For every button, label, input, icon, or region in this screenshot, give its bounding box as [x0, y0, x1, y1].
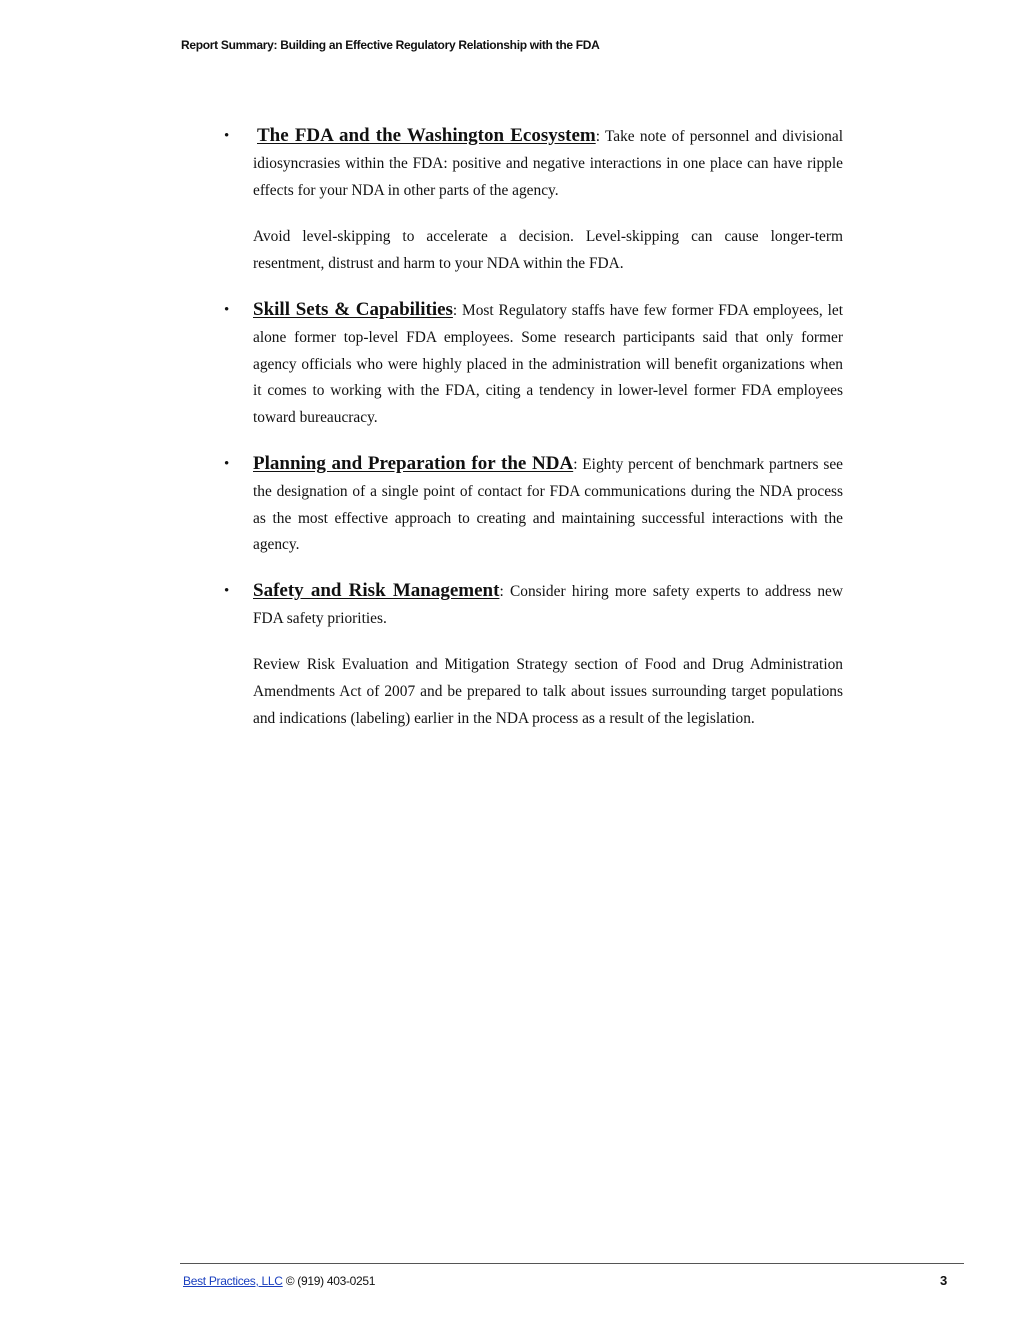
item-title: Skill Sets & Capabilities [253, 299, 453, 320]
paragraph-level-skipping: Avoid level-skipping to accelerate a decision. Level-skipping can cause longer-term resentment, distrust and harm to your NDA within the FDA. [253, 228, 843, 272]
running-header: Report Summary: Building an Effective Regulatory Relationship with the FDA [181, 38, 600, 52]
paragraph-rems-review: Review Risk Evaluation and Mitigation Strategy section of Food and Drug Administration Amendments Act of 2007 and be prepared to talk about issues surrounding target populations and indications (labeling) earlier in the NDA process as a result of the legislation. [253, 656, 843, 727]
item-text: : Eighty percent of benchmark partners see the designation of a single point of contact for FDA communications during the NDA process as the most effective approach to creating and maintaining successful interactions with the agency. [253, 456, 843, 554]
bullet-icon: • [224, 583, 230, 599]
company-link[interactable]: Best Practices, LLC [183, 1274, 283, 1288]
bullet-icon: • [224, 128, 230, 144]
footer [183, 1274, 375, 1288]
contact-phone: © (919) 403-0251 [282, 1274, 376, 1288]
item-text: : Most Regulatory staffs have few former FDA employees, let alone former top-level FDA employees. Some research participants said that only former agency officials who were highly placed in the administration will benefit organizations when it comes to working with the FDA, citing a tendency in lower-level former FDA employees toward bureaucracy. [253, 302, 843, 427]
item-title: Safety and Risk Management [253, 580, 500, 601]
bullet-icon: • [224, 302, 230, 318]
item-title: Planning and Preparation for the NDA [253, 453, 574, 474]
bullet-icon: • [224, 456, 230, 472]
footer-divider [180, 1263, 964, 1264]
bullet-item-fda-washington-ecosystem [224, 123, 843, 204]
page-number: 3 [940, 1273, 948, 1288]
bullet-item-safety-risk [224, 578, 843, 633]
item-text: : Consider hiring more safety experts to address new FDA safety priorities. [253, 583, 843, 627]
bullet-item-planning-preparation [224, 451, 843, 559]
item-title: The FDA and the Washington Ecosystem [257, 125, 596, 146]
item-text: : Take note of personnel and divisional idiosyncrasies within the FDA: positive and negative interactions in one place can have ripple effects for your NDA in other parts of the agency. [253, 128, 843, 199]
bullet-item-skill-sets [224, 297, 843, 432]
